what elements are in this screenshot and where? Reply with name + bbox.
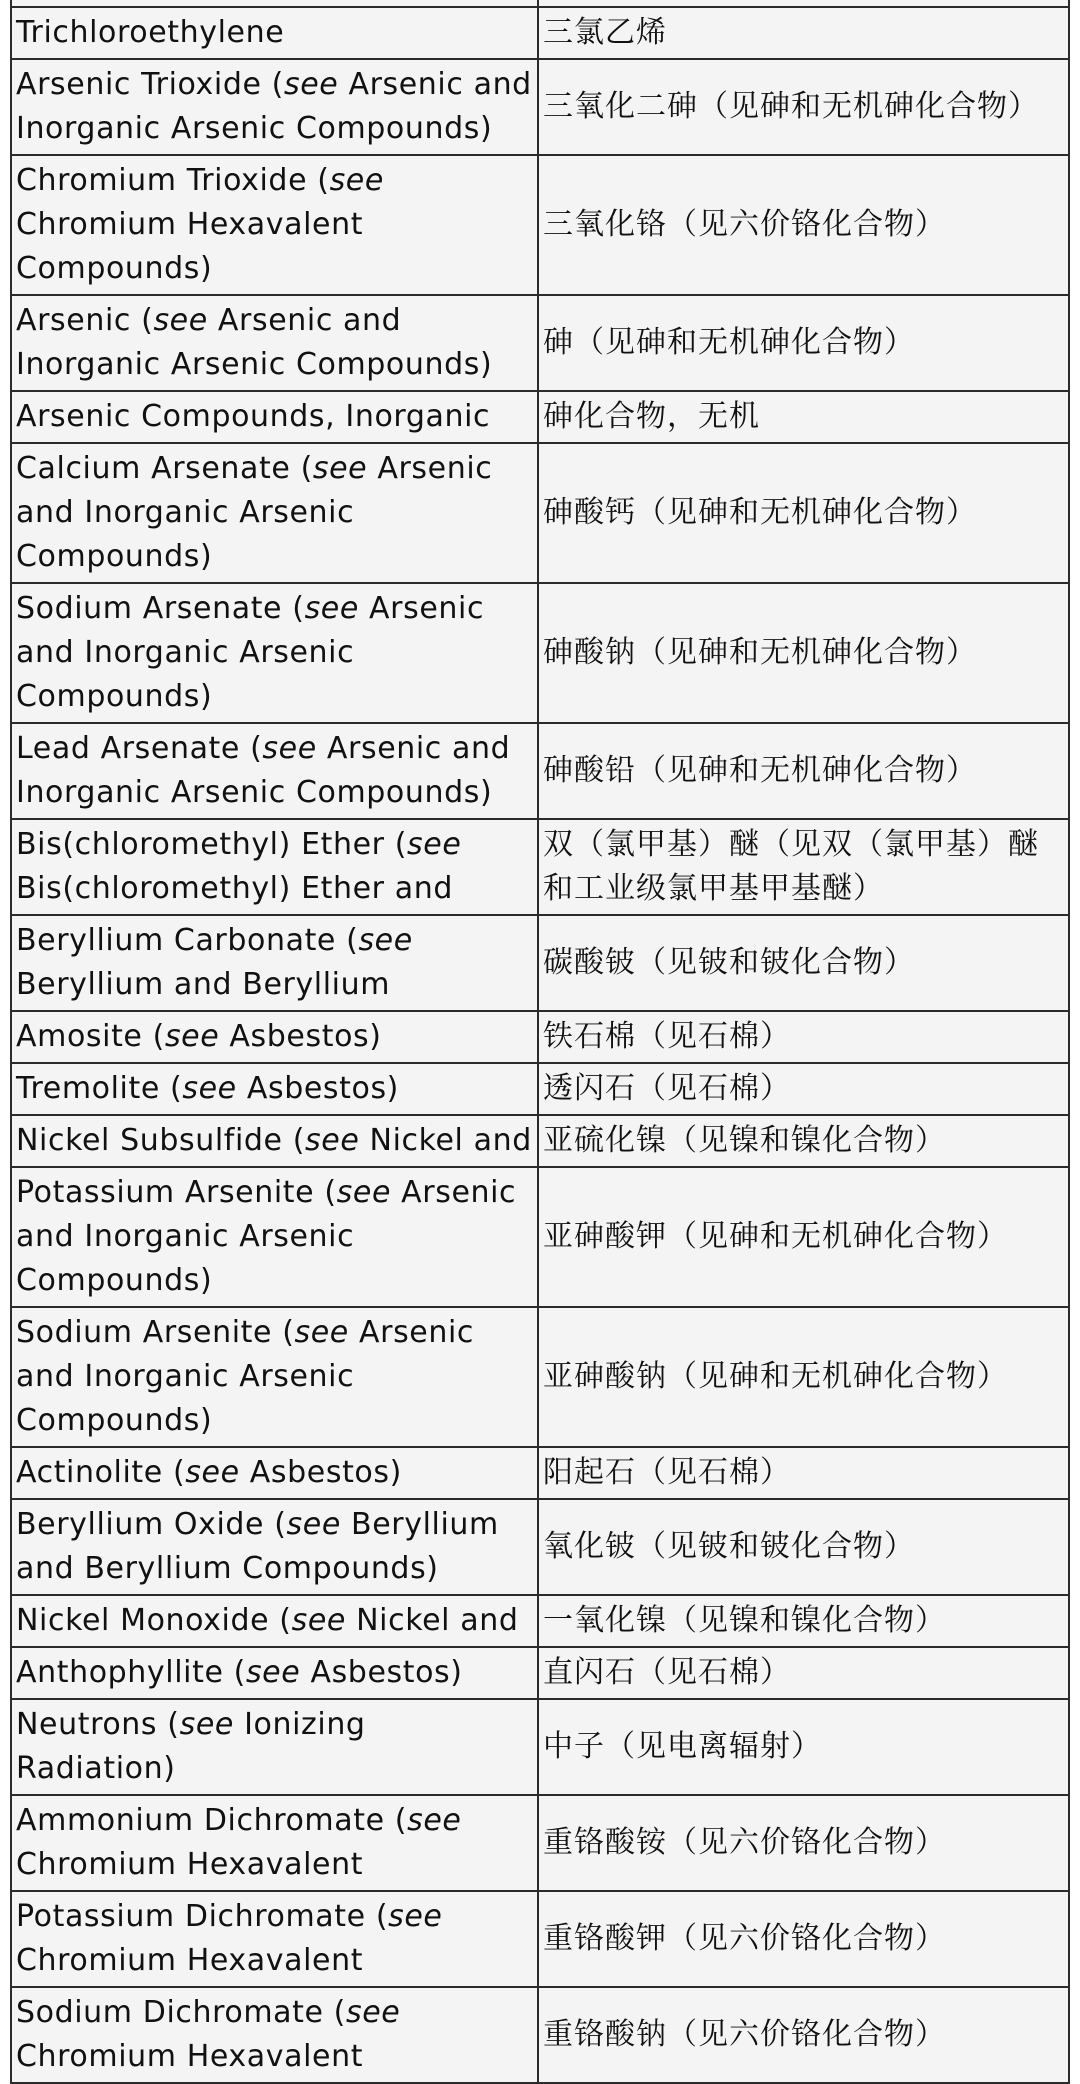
see-reference-label: see [407,1803,462,1838]
reference-target: Arsenic and Inorganic Arsenic Compounds) [16,1315,474,1438]
chinese-name-cell [538,583,1069,723]
see-reference-label: see [336,1175,392,1210]
see-reference-label: see [312,451,368,486]
english-name-cell [11,1595,538,1647]
see-reference-label: see [245,1655,301,1690]
chinese-name-cell [538,915,1069,1011]
chinese-name-cell [538,1063,1069,1115]
see-reference-label: see [262,731,317,766]
table-row [11,583,1069,723]
reference-target: Asbestos) [219,1019,382,1054]
chinese-name-cell [538,1447,1069,1499]
reference-target: Chromium Hexavalent [16,1847,364,1882]
chinese-name-cell [538,1011,1069,1063]
reference-target: Nickel and [345,1603,519,1638]
english-name-cell [11,819,538,915]
table-row [11,1167,1069,1307]
table-row [11,1891,1069,1987]
english-name-cell [11,391,538,443]
chemical-name-table [10,0,1070,2084]
reference-target: Nickel and [359,1123,532,1158]
english-name-cell [11,1795,538,1891]
table-row [11,1499,1069,1595]
table-row [11,1987,1069,2083]
reference-target: Arsenic and Inorganic Arsenic Compounds) [16,67,532,146]
chinese-name-cell [538,1647,1069,1699]
english-name-cell [11,1499,538,1595]
chinese-name-cell [538,155,1069,295]
chinese-name-cell [538,59,1069,155]
english-name-cell [11,915,538,1011]
chinese-name-cell [538,1499,1069,1595]
english-name: Sodium Arsenate ( [16,591,305,626]
chinese-name: 直闪石（见石棉） [543,1655,791,1690]
reference-target: Chromium Hexavalent [16,2039,364,2074]
english-name: Trichloroethylene [16,15,285,50]
chinese-name: 碳酸铍（见铍和铍化合物） [543,945,915,980]
chinese-name-cell [538,1987,1069,2083]
see-reference-label: see [164,1019,220,1054]
chinese-name: 亚硫化镍（见镍和镍化合物） [543,1123,946,1158]
chinese-name-cell [538,1115,1069,1167]
chinese-name-cell [538,1795,1069,1891]
english-name: Amosite ( [16,1019,165,1054]
english-name: Anthophyllite ( [16,1655,246,1690]
chinese-name: 重铬酸钠（见六价铬化合物） [543,2017,946,2052]
chinese-name: 砷（见砷和无机砷化合物） [543,325,915,360]
english-name-cell [11,1891,538,1987]
chinese-name: 三氯乙烯 [543,15,667,50]
chinese-name: 一氧化镍（见镍和镍化合物） [543,1603,946,1638]
see-reference-label: see [304,591,359,626]
english-name: Bis(chloromethyl) Ether ( [16,827,408,862]
reference-target: Chromium Hexavalent [16,1943,364,1978]
english-name-cell [11,59,538,155]
see-reference-label: see [153,303,208,338]
chinese-name: 砷酸铅（见砷和无机砷化合物） [543,753,977,788]
table-row [11,1595,1069,1647]
see-reference-label: see [346,1995,401,2030]
chinese-name-cell [538,391,1069,443]
reference-target: Ionizing Radiation) [16,1707,366,1786]
table-row [11,723,1069,819]
chinese-name: 三氧化铬（见六价铬化合物） [543,207,946,242]
see-reference-label: see [179,1707,234,1742]
table-row [11,295,1069,391]
see-reference-label: see [185,1455,240,1490]
english-name-cell [11,1115,538,1167]
table-row [11,915,1069,1011]
english-name: Ammonium Dichromate ( [16,1803,408,1838]
chinese-name: 砷化合物，无机 [543,399,760,434]
reference-target: Arsenic and Inorganic Arsenic Compounds) [16,451,493,574]
partial-cell-en [11,0,538,7]
chinese-name-cell [538,1167,1069,1307]
see-reference-label: see [305,1123,360,1158]
english-name-cell [11,583,538,723]
reference-target: Asbestos) [236,1071,399,1106]
chinese-name-cell [538,295,1069,391]
english-name-cell [11,155,538,295]
english-name: Tremolite ( [16,1071,183,1106]
chinese-name: 三氧化二砷（见砷和无机砷化合物） [543,89,1039,124]
reference-target: Bis(chloromethyl) Ether and [16,871,453,906]
english-name: Arsenic Trioxide ( [16,67,284,102]
partial-cell-zh [538,0,1069,7]
chinese-name: 中子（见电离辐射） [543,1729,822,1764]
table-row [11,1115,1069,1167]
chinese-name: 双（氯甲基）醚（见双（氯甲基）醚和工业级氯甲基甲基醚） [543,827,1039,906]
table-row [11,1647,1069,1699]
chinese-name: 砷酸钠（见砷和无机砷化合物） [543,635,977,670]
chinese-name-cell [538,819,1069,915]
table-row-partial [11,0,1069,7]
see-reference-label: see [291,1603,346,1638]
table-row [11,443,1069,583]
chinese-name: 亚砷酸钠（见砷和无机砷化合物） [543,1359,1008,1394]
english-name: Lead Arsenate ( [16,731,263,766]
table-row [11,391,1069,443]
reference-target: Asbestos) [239,1455,402,1490]
chinese-name-cell [538,723,1069,819]
english-name-cell [11,1699,538,1795]
chinese-name: 重铬酸铵（见六价铬化合物） [543,1825,946,1860]
table-row [11,7,1069,59]
chinese-name-cell [538,1595,1069,1647]
reference-target: Arsenic and Inorganic Arsenic Compounds) [16,1175,517,1298]
reference-target: Arsenic and Inorganic Arsenic Compounds) [16,591,485,714]
chinese-name: 亚砷酸钾（见砷和无机砷化合物） [543,1219,1008,1254]
chinese-name-cell [538,1699,1069,1795]
english-name: Calcium Arsenate ( [16,451,313,486]
english-name: Beryllium Oxide ( [16,1507,287,1542]
chinese-name: 透闪石（见石棉） [543,1071,791,1106]
chinese-name: 重铬酸钾（见六价铬化合物） [543,1921,946,1956]
chinese-name-cell [538,1307,1069,1447]
reference-target: Beryllium and Beryllium [16,967,391,1002]
english-name: Chromium Trioxide ( [16,163,330,198]
english-name: Neutrons ( [16,1707,180,1742]
english-name: Arsenic ( [16,303,154,338]
english-name-cell [11,1011,538,1063]
english-name: Nickel Subsulfide ( [16,1123,306,1158]
english-name-cell [11,1063,538,1115]
chinese-name: 阳起石（见石棉） [543,1455,791,1490]
chinese-name-cell [538,7,1069,59]
table-row [11,1307,1069,1447]
reference-target: Beryllium and Beryllium Compounds) [16,1507,499,1586]
english-name: Potassium Arsenite ( [16,1175,337,1210]
english-name-cell [11,1447,538,1499]
table-row [11,819,1069,915]
table-row [11,1795,1069,1891]
english-name-cell [11,295,538,391]
reference-target: Arsenic and Inorganic Arsenic Compounds) [16,303,493,382]
english-name-cell [11,7,538,59]
table-row [11,1063,1069,1115]
table-body [11,0,1069,2083]
chinese-name-cell [538,443,1069,583]
reference-target: Arsenic and Inorganic Arsenic Compounds) [16,731,511,810]
table-row [11,59,1069,155]
reference-target: Chromium Hexavalent Compounds) [16,207,364,286]
english-name: Nickel Monoxide ( [16,1603,292,1638]
table-row [11,1447,1069,1499]
english-name-cell [11,1307,538,1447]
table-row [11,155,1069,295]
english-name-cell [11,723,538,819]
english-name: Beryllium Carbonate ( [16,923,359,958]
see-reference-label: see [182,1071,237,1106]
chinese-name: 铁石棉（见石棉） [543,1019,791,1054]
english-name-cell [11,1987,538,2083]
english-name: Sodium Arsenite ( [16,1315,295,1350]
see-reference-label: see [283,67,339,102]
english-name-cell [11,443,538,583]
chemical-table [10,0,1068,2084]
see-reference-label: see [294,1315,349,1350]
english-name-cell [11,1167,538,1307]
see-reference-label: see [407,827,462,862]
english-name: Arsenic Compounds, Inorganic [16,399,491,434]
chinese-name: 砷酸钙（见砷和无机砷化合物） [543,495,977,530]
table-row [11,1699,1069,1795]
see-reference-label: see [388,1899,443,1934]
see-reference-label: see [329,163,384,198]
english-name-cell [11,1647,538,1699]
table-row [11,1011,1069,1063]
see-reference-label: see [286,1507,341,1542]
english-name: Sodium Dichromate ( [16,1995,346,2030]
chinese-name: 氧化铍（见铍和铍化合物） [543,1529,915,1564]
english-name: Actinolite ( [16,1455,186,1490]
see-reference-label: see [358,923,413,958]
reference-target: Asbestos) [300,1655,463,1690]
english-name: Potassium Dichromate ( [16,1899,389,1934]
chinese-name-cell [538,1891,1069,1987]
